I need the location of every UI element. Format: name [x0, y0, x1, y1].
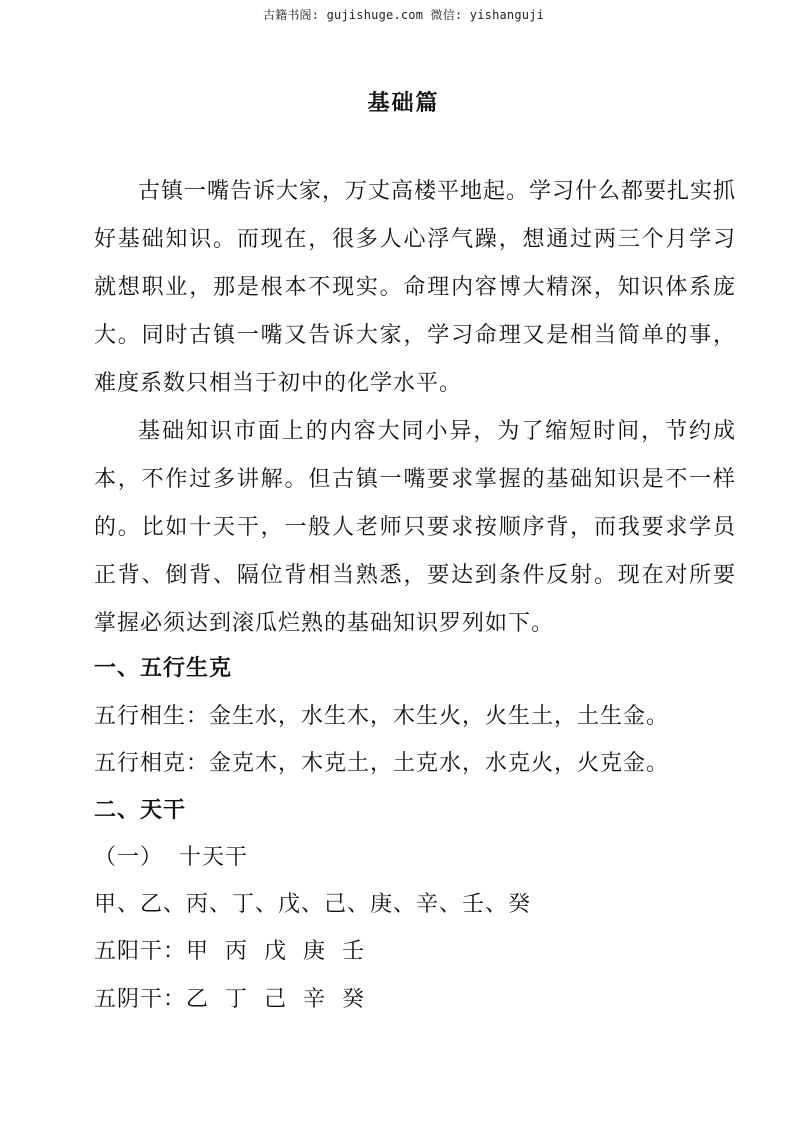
tiangan-list: 甲、乙、丙、丁、戊、己、庚、辛、壬、癸	[94, 892, 532, 917]
yin-gan-line: 五阴干：乙 丁 己 辛 癸	[94, 987, 365, 1012]
section-heading-tiangan: 二、天干	[94, 798, 187, 823]
basics-paragraph	[94, 408, 736, 648]
page-title: 基础篇	[367, 91, 440, 116]
intro-paragraph	[94, 168, 736, 408]
wuxing-ke-line: 五行相克：金克木，木克土，土克水，水克火，火克金。	[94, 751, 670, 776]
yang-gan-line: 五阳干：甲 丙 戊 庚 壬	[94, 939, 365, 964]
paragraph-text: 基础知识市面上的内容大同小异，为了缩短时间，节约成本，不作过多讲解。但古镇一嘴要求掌握的基础知识是不一样的。比如十天干，一般人老师只要求按顺序背，而我要求学员正背、倒背、隔位背相当熟悉，要达到条件反射。现在对所要掌握必须达到滚瓜烂熟的基础知识罗列如下。	[94, 419, 736, 636]
paragraph-text: 古镇一嘴告诉大家，万丈高楼平地起。学习什么都要扎实抓好基础知识。而现在，很多人心浮气躁，想通过两三个月学习就想职业，那是根本不现实。命理内容博大精深，知识体系庞大。同时古镇一嘴又告诉大家，学习命理又是相当简单的事，难度系数只相当于初中的化学水平。	[94, 179, 737, 396]
watermark-header: 古籍书阁: gujishuge.com 微信: yishanguji	[262, 8, 545, 22]
section-heading-wuxing: 一、五行生克	[94, 656, 233, 681]
wuxing-sheng-line: 五行相生：金生水，水生木，木生火，火生土，土生金。	[94, 704, 670, 729]
subheading-shi-tiangan: （一） 十天干	[94, 845, 248, 870]
